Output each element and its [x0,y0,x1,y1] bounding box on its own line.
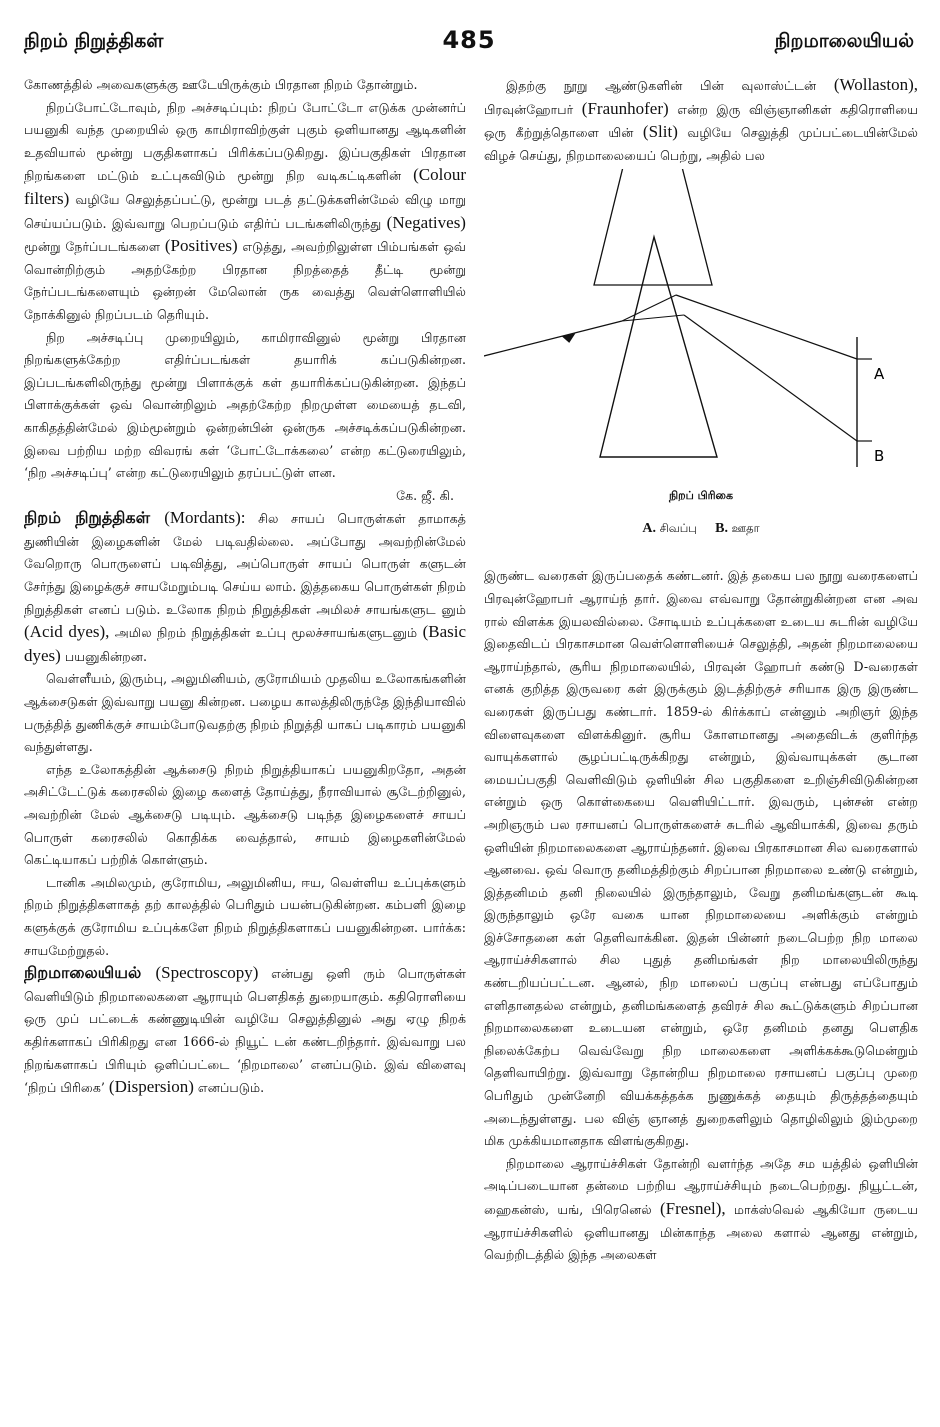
latin-term: (Dispersion) [108,1077,194,1097]
page-header [24,26,914,66]
paragraph [484,74,918,167]
entry-heading [24,963,258,982]
left-column [24,74,466,1419]
paragraph: இருண்ட வரைகள் இருப்பதைக் கண்டனர். இத் தகைய பல நூறு வரைகளைப் பிரவுன்ஹோபர் ஆராய்ந் தார். இவை எவ்வாறு தோன்றுகின்றன என அவ ரால் விளக்க இயலவில்லை. சோடியம் உப்புக்களை உடைய சுடரின் வழியே இதைவிடப் பிரகாசமான வெள்ளொளியைச் செலுத்தி, அதன் நிறமாலையை ஆராய்ந்தால், சூரிய நிறமாலையில், பிரவுன் ஹோபர் கண்டு D-வரைகள் எனக் குறித்த இருவரை கள் இருக்கும் இடத்திற்குச் சரியாக இரு இருண்ட வரைகள் இருப்பது கண்டார். 1859-ல் கிர்க்காப் என்னும் அறிஞர் இந்த விளைவுகளை விளக்கினுர். சூரிய கோளமானது அதைவிடக் குளிர்ந்த வாயுக்களால் சூழப்பட்டிருக்கிறது என்றும், இவ்வாயுக்கள் சூடான மையப்பகுதி வெளிவிடும் ஒளியின் சில பகுதிகளை உறிஞ்சிவிடுகின்றன என்றும் ஒரு கொள்கையை வெளியிட்டார். இவரும், புன்சன் என்ற அறிஞரும் பல ரசாயனப் பொருள்களைச் சுடரில் ஆவியாக்கி, இவை தரும் ஒளியின் நிறமாலைகளை ஆராய்ந்தனர். இவை பிரகாசமான சில வரைகளால் ஆனவை. ஒவ் வொரு தனிமத்திற்கும் சிறப்பான நிறமாலை உண்டு என்றும், இத்தனிமம் தனி நிலையில் இருந்தாலும், வேறு தனிமங்களுடன் கூடி இருந்தாலும் ஒரே வகை யான நிறமாலையை அளிக்கும் என்றும் இச்சோதனை கள் தெளிவாக்கின. இதன் பின்னர் நடைபெற்ற நிற மாலை ஆராய்ச்சிகளால் சில புதுத் தனிமங்கள் நிற மாலையிலிருந்து கண்டறியப்பட்டன. ஆனல், நிற மாலைப் பகுப்பு என்பது எப்போதும் எளிதானதல்ல என்றும், தனிமங்களைத் தவிரச் சில கூட்டுக்களும் சிறப்பான நிறமாலைகளை உடையன என்றும், ஒரே தனிமம் தனது பௌதிக நிலைக்கேற்ப வெவ்வேறு நிற மாலைகளை அளிக்கக்கூடுமென்றும் தெளிவாயிற்று. இவ்வாறு தோன்றிய நிறமாலை ரசாயனப் பகுப்பு முறை பெரிதும் முன்னேறி வியக்கத்தக்க நுணுக்கத் தையும் திருத்தத்தையும் அடைந்துள்ளது. பல விஞ் ஞானத் துறைகளிலும் தொழிலிலும் இம்முறை மிக முக்கியமானதாக விளங்குகிறது. [484,568,918,1149]
text-run: மாக்ஸ்வெல் ஆகியோ ருடைய ஆராய்ச்சிகளில் ஒளியானது மின்காந்த அலை களால் ஆனது என்றும், வெற்றிடத்தில் இந்த அலைகள் [484,1202,918,1263]
legend-text-a: சிவப்பு [659,521,697,536]
paragraph-colour-printing: நிற அச்சடிப்பு முறையிலும், காமிராவினுல் மூன்று பிரதான நிறங்களுக்கேற்ற எதிர்ப்படங்கள் தயாரிக் கப்படுகின்றன. இப்படங்களிலிருந்து மூன்று பிளாக்குக் கள் தயாரிக்கப்படுகின்றன. இந்தப் பிளாக்குக்கள் ஒவ் வொன்றிலும் அதற்கேற்ற நிறமுள்ள மையைத் தடவி, காகிதத்தின்மேல் இம்மூன்றும் ஒன்றன்பின் ஒன்ருக அச்சடிக்கப்படுகின்றன. இவை பற்றிய மற்ற விவரங் கள் ‘போட்டோக்கலை’ என்ற கட்டுரையிலும், ‘நிற அச்சடிப்பு’ என்ற கட்டுரையிலும் தரப்பட்டுள் ளன. [24,329,466,481]
text-run: பிரவுன்ஹோபர் [484,101,574,117]
entry-spectroscopy [24,962,466,1100]
figure-label-a: A [874,365,885,384]
running-head-right: நிறமாலையியல் [774,30,914,52]
paragraph: டானிக அமிலமும், குரோமிய, அலுமினிய, ஈய, வெள்ளிய உப்புக்களும் நிறம் நிறுத்திகளாகத் தற் காலத்தில் பெரிதும் பயன்படுகின்றன. கம்பளி இழை களுக்குக் குரோமிய உப்புக்களே நிறம் நிறுத்திகளாகப் பயனுகின்றன. பார்க்க: சாயமேற்றுதல். [24,874,466,958]
text-run: பயனுகின்றன. [64,648,147,664]
text-run: மூன்று நேர்ப்படங்களை [24,239,161,255]
text-run: எனப்படும். [197,1080,265,1096]
figure-title: நிறப் பிரிகை [668,489,733,503]
text-run: நிறமாலை ஆராய்ச்சிகள் தோன்றி வளர்ந்த அதே சம யத்தில் ஒளியின் அடிப்படையான தன்மை பற்றிய ஆராய்ச்சியும் நடைபெற்றது. நியூட்டன், ஹைகன்ஸ், யங், பிரெனெல் [484,1155,918,1217]
text-run: எடுத்து, அவற்றிலுள்ள பிம்பங்கள் ஒவ் வொன்றிற்கும் அதற்கேற்ற பிரதான நிறத்தைத் தீட்டி மூன்று நேர்ப்படங்களையும் ஒன்றன் மேலொன் ருக வைத்து வெள்ளொளியில் நோக்கினுல் நிறப்படம் தெரியும். [24,239,466,322]
latin-term: (Fraunhofer) [581,98,669,118]
text-run: வழியே செலுத்தி முப்பட்டையின்மேல் விழச் செய்து, நிறமாலையைப் பெற்று, அதில் பல [484,125,918,163]
right-column [484,74,918,1419]
running-head-left: நிறம் நிறுத்திகள் [24,30,164,52]
text-run: இதற்கு நூறு ஆண்டுகளின் பின் வுலாஸ்ட்டன் [506,78,817,93]
latin-term: (Negatives) [386,212,466,232]
ray-in-prism-2 [622,315,684,321]
paragraph [484,1153,918,1267]
emergent-ray-red [676,295,857,359]
legend-key-a: A. [642,521,657,537]
entry-heading-tamil: நிறம் நிறுத்திகள் [24,508,151,528]
author-initials: கே. ஜீ. கி. [396,487,454,503]
paragraph-colour-photography [24,97,466,327]
text-run: சில சாயப் பொருள்கள் தாமாகத் துணியின் இழைகளின் மேல் படிவதில்லை. அப்போது அவற்றின்மேல் வேறொரு பொருளைப் படிவித்து, அப்பொருள் சாயப் பொருள் களுடன் சேர்ந்து இழைக்குச் சாயமேறும்படி செய்ய லாம். இத்தகைய பொருள்கள் நிறம் நிறுத்திகள் எனப் படும். உலோக நிறம் நிறுத்திகள் அமிலச் சாயங்களுட னும் [24,511,466,617]
paragraph: எந்த உலோகத்தின் ஆக்சைடு நிறம் நிறுத்தியாகப் பயனுகிறதோ, அதன் அசிட்டேட்டுக் கரைசலில் இழை களைத் தோய்த்து, நீராவியால் சூடேற்றினுல், அவற்றின் மேல் ஆக்சைடு படியும். ஆக்சைடு படிந்த இழைகளைச் சாயப் பொருள் கரைசலில் கொதிக்க வைத்தால், சாயம் இழைகளின்மேல் கெட்டியாகப் பற்றிக் கொள்ளும். [24,761,466,868]
entry-heading [24,508,245,527]
figure-legend [484,517,918,541]
prism-diagram [484,169,912,479]
text-run: என்பது ஒளி ரும் பொருள்கள் வெளியிடும் நிறமாலைகளை ஆராயும் பௌதிகத் துறையாகும். கதிரொளியை ஒரு முப் பட்டைக் கண்ணுடியின் வழியே செலுத்தினுல் அது ஏழு நிறக் கதிர்களாகப் பிரிகிறது என 1666-ல் நியூட் டன் கண்டறிந்தார். இவ்வாறு பல நிறங்களாகப் பிரியும் ஒளிப்பட்டை ‘நிறமாலை’ எனப்படும். இவ் விளைவு ‘நிறப் பிரிகை’ [24,966,466,1096]
entry-heading-latin: (Spectroscopy) [155,963,259,983]
legend-key-b: B. [715,521,728,537]
latin-term: (Fresnel), [660,1199,726,1218]
incident-ray [484,321,622,359]
legend-text-b: ஊதா [731,521,760,536]
entry-heading-tamil: நிறமாலையியல் [24,963,142,983]
latin-term: (Acid dyes), [24,622,110,642]
entry-heading-latin: (Mordants): [164,508,246,528]
paragraph: வெள்ளீயம், இரும்பு, அலுமினியம், குரோமியம் முதலிய உலோகங்களின் ஆக்சைடுகள் இவ்வாறு பயனு கின்றன. பழைய காலத்திலிருந்தே இந்தியாவில் பருத்தித் துணிக்குச் சாயம்போடுவதற்கு நிறம் நிறுத்தி யாகப் படிகாரம் பயனுகி வந்துள்ளது. [24,671,466,755]
latin-term: (Positives) [164,236,238,256]
prism-dispersion-figure [484,169,918,559]
latin-term: (Slit) [642,122,678,142]
emergent-ray-violet [684,315,857,441]
text-run: அமில நிறம் நிறுத்திகள் உப்பு மூலச்சாயங்களுடனும் [114,625,418,641]
figure-label-b: B [874,447,885,466]
paragraph: கோணத்தில் அவைகளுக்கு ஊடேயிருக்கும் பிரதான நிறம் தோன்றும். [24,77,418,92]
latin-term: (Basic dyes) [24,622,466,665]
latin-term: (Colour filters) [24,165,466,208]
prism-body [600,237,717,457]
prism-triangle [594,169,712,285]
text-run: நிறப்போட்டோவும், நிற அச்சடிப்பும்: நிறப் போட்டோ எடுக்க முன்னர்ப் பயனுகி வந்த முறையில் ஒரு காமிராவிற்குள் புகும் ஒளியானது ஆடிகளின் உதவியால் மூன்று பகுதிகளாகப் பிரிக்கப்படுகிறது. இப்பகுதிகள் பிரதான நிறங்களை மட்டும் உட்புகவிடும் மூன்று நிற வடிகட்டிகளின் [24,99,466,184]
text-run: என்ற இரு விஞ்ஞானிகள் கதிரொளியை ஒரு கீற்றுத்தொளை யின் [484,101,918,141]
text-run: வழியே செலுத்தப்பட்டு, மூன்று படத் தட்டுக்களின்மேல் விழு மாறு செய்யப்படும். இவ்வாறு பெறப்படும் எதிர்ப் படங்களிலிருந்து [24,191,466,231]
ray-arrowhead [562,334,577,345]
page-number: 485 [442,26,496,54]
latin-term: (Wollaston), [833,75,918,94]
entry-mordants [24,507,466,668]
